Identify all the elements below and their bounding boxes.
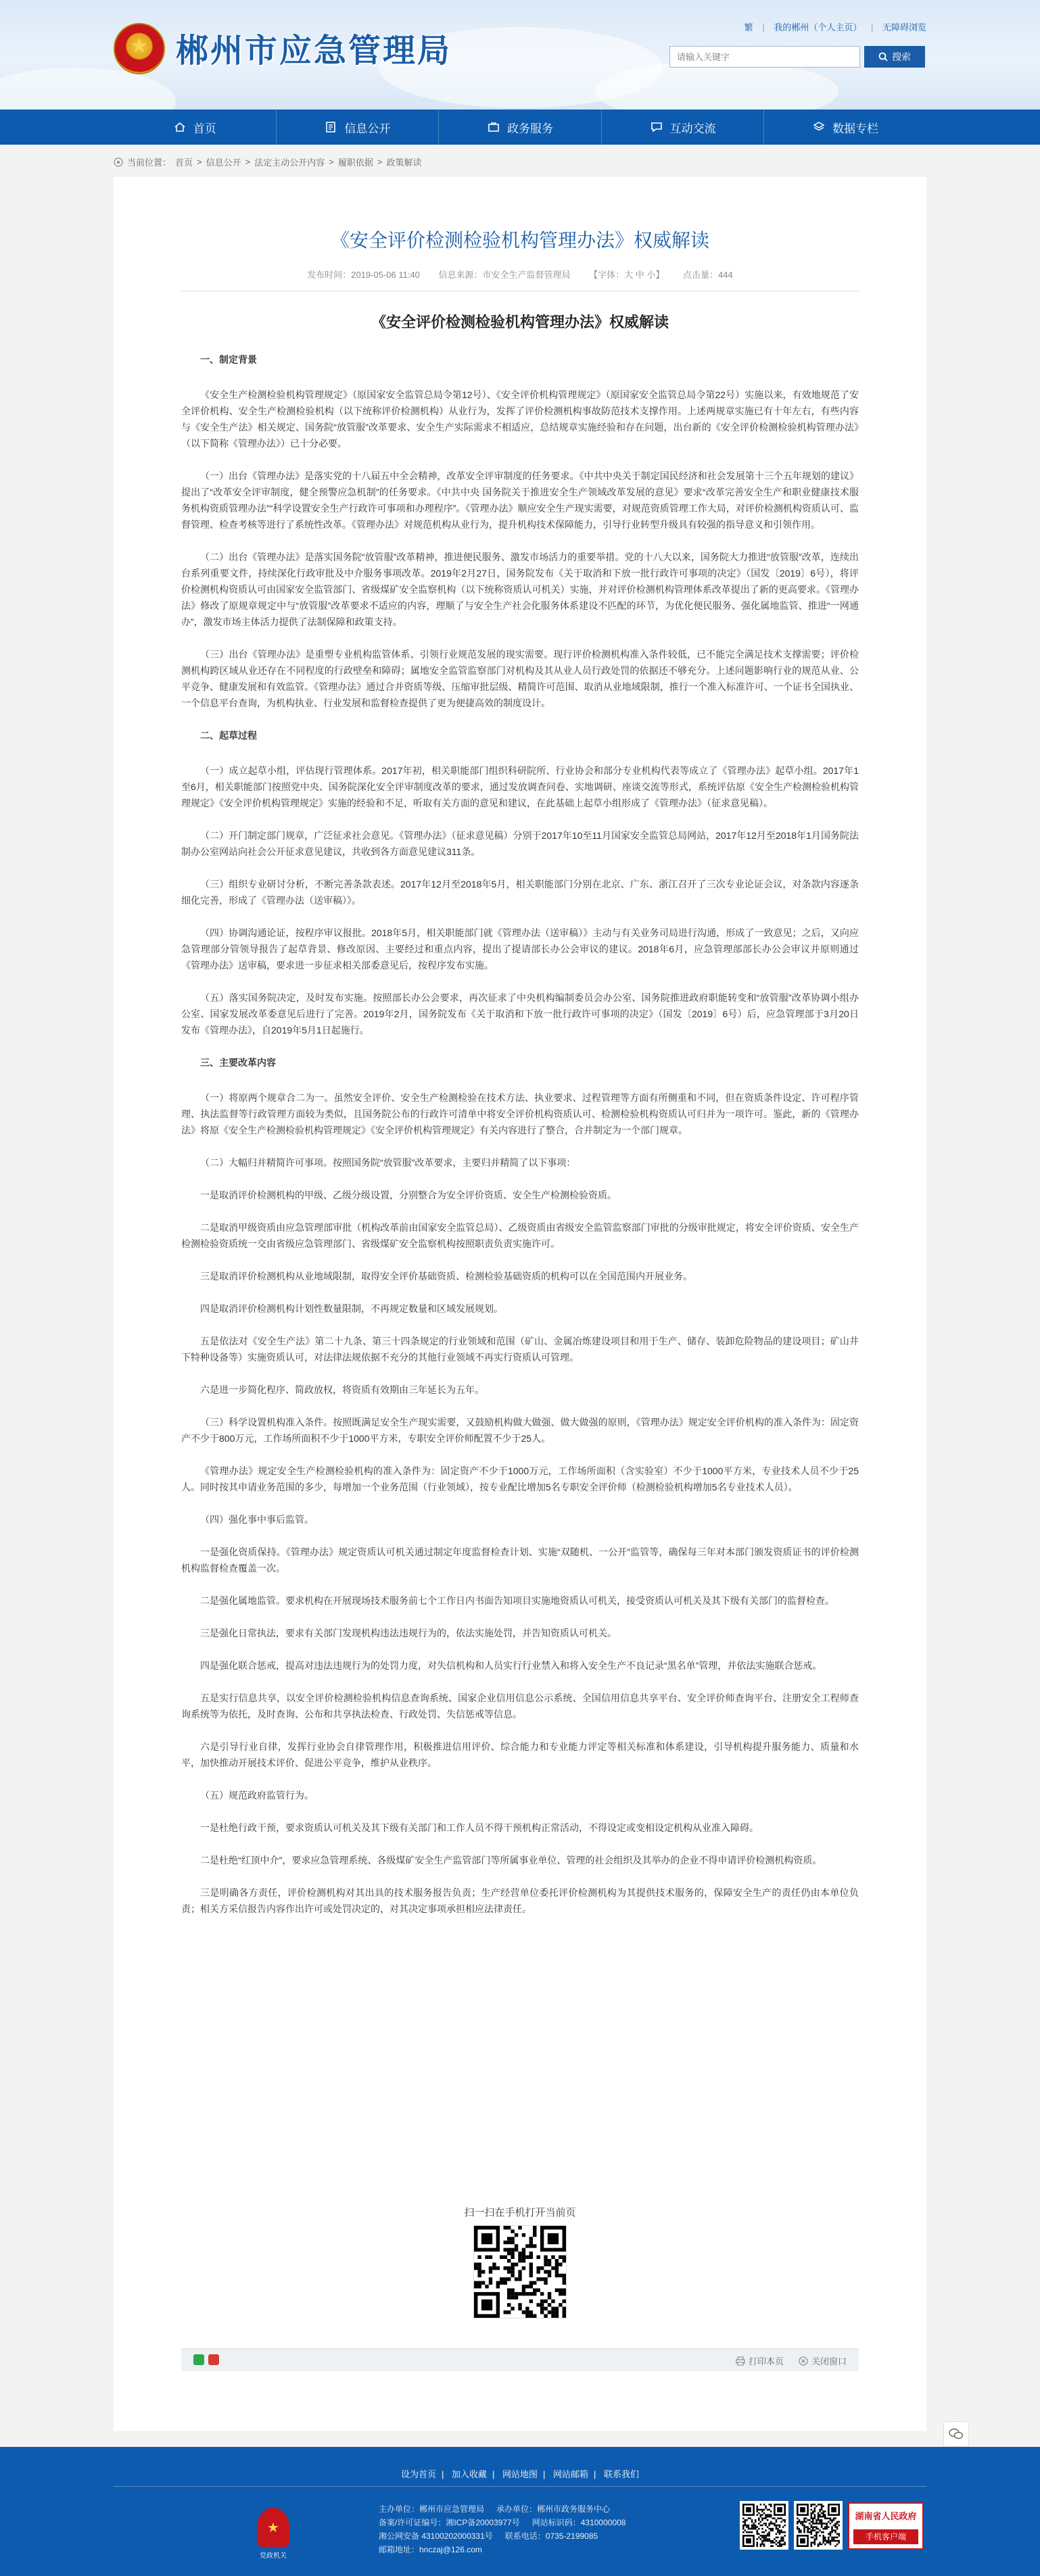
footer-link-favorites[interactable]: 加入收藏	[451, 2469, 487, 2479]
article-subtitle: 《安全评价检测检验机构管理办法》权威解读	[371, 314, 669, 331]
paragraph: （一）出台《管理办法》是落实党的十八届五中全会精神，改革安全评审制度的任务要求。《中共中央关于制定国民经济和社会发展第十三个五年规划的建议》提出了“改革安全评审制度，健全预警应急机制”的任务要求。《中共中央 国务院关于推进安全生产领域改革发展的意见》要求“改革完善安全生产和职业健康技术服务机构资质管理办法”“科学设置安全生产行政许可事项和办理程序”。《管理办法》顺应安全生产现实需要，对规范资质管理工作大局，对评价检测机构资质认可、监督管理、检查考核等进行了系统性改革。《管理办法》对规范机构从业行为，提升机构技术保障能力，引导行业转型升级具有较强的指导意义和引领作用。	[181, 470, 859, 530]
breadcrumb-separator: >	[245, 157, 251, 167]
footer-link-email[interactable]: 网站邮箱	[553, 2469, 589, 2479]
party-gov-badge-icon[interactable]: ★	[257, 2508, 289, 2547]
close-label: 关闭窗口	[811, 2356, 847, 2366]
paragraph: （五）落实国务院决定，及时发布实施。按照部长办公会要求，再次征求了中央机构编制委员会办公室、国务院推进政府职能转变和“放管服”改革协调小组办公室、国家发展改革委意见后进行了完善。2019年2月，国务院发布《关于取消和下放一批行政许可事项的决定》（国发〔2019〕6号）后，应急管理部于3月20日发布《管理办法》，自2019年5月1日起施行。	[181, 992, 859, 1036]
paragraph: 六是进一步简化程序、简政放权，将资质有效期由三年延长为五年。	[200, 1384, 484, 1395]
document-icon	[324, 120, 337, 134]
paragraph: （三）科学设置机构准入条件。按照既满足安全生产现实需要，又鼓励机构做大做强、做大做强的原则，《管理办法》规定安全评价机构的准入条件为：固定资产不少于800万元，工作场所面积不少于1000平方米，专职安全评价师配置不少于25人。	[181, 1417, 859, 1444]
breadcrumb-separator: >	[377, 157, 383, 167]
header-decoration	[0, 68, 176, 110]
breadcrumb-separator: >	[197, 157, 202, 167]
briefcase-icon	[487, 120, 500, 134]
breadcrumb-item[interactable]: 信息公开	[206, 157, 241, 168]
info-source: 信息来源：市安全生产监督管理局	[438, 270, 571, 280]
section-heading: 一、制定背景	[200, 354, 257, 365]
location-icon	[114, 157, 123, 167]
floating-wechat-button[interactable]	[943, 2421, 969, 2447]
nav-item-label: 信息公开	[344, 122, 391, 135]
footer-link-set-homepage[interactable]: 设为首页	[400, 2469, 436, 2479]
province-gov-title: 湖南省人民政府	[855, 2511, 917, 2521]
breadcrumb-prefix: 当前位置：	[127, 157, 172, 168]
accessibility-link[interactable]: 无障碍浏览	[882, 22, 926, 32]
search-input[interactable]	[670, 47, 859, 67]
paragraph: （二）出台《管理办法》是落实国务院“放管服”改革精神，推进便民服务、激发市场活力的重要举措。党的十八大以来，国务院大力推进“放管服”改革，连续出台系列重要文件，持续深化行政审批及中介服务事项改革。2019年2月27日，国务院发布《关于取消和下放一批行政许可事项的决定》（国发〔2019〕6号），将评价检测机构资质认可由国家安全监管部门、省级煤矿安全监察机构（以下统称资质认可机关）实施，并对评价检测机构管理体系改革提出了新的更高要求。《管理办法》修改了原规章规定中与“放管服”改革要求不适应的内容，理顺了与安全生产社会化服务体系建设不匹配的环节，为优化便民服务、强化属地监管、推进“一网通办”，激发市场主体活力提供了法制保障和政策支持。	[181, 552, 859, 627]
paragraph: 四是取消评价检测机构计划性数量限制，不再规定数量和区域发展规划。	[200, 1303, 503, 1314]
breadcrumb-item[interactable]: 首页	[175, 157, 193, 168]
paragraph: 五是实行信息共享，以安全评价检测检验机构信息查询系统、国家企业信用信息公示系统、全国信用信息共享平台、安全评价师查询平台、注册安全工程师查询系统等为依托，及时查询、公布和共享执法检查、行政处罚、失信惩戒等信息。	[181, 1693, 859, 1720]
home-icon	[173, 120, 187, 134]
paragraph: （二）开门制定部门规章，广泛征求社会意见。《管理办法》（征求意见稿）分别于2017年10至11月国家安全监管总局网站，2017年12月至2018年1月国务院法制办公室网站向社会公开征求意见建议，共收到各方面意见建议311条。	[181, 830, 859, 857]
nav-item-interaction[interactable]	[602, 110, 765, 145]
breadcrumb-item[interactable]: 政策解读	[386, 157, 422, 168]
divider	[114, 2486, 926, 2487]
paragraph: 二是取消甲级资质由应急管理部审批（机构改革前由国家安全监管总局）、乙级资质由省级安全监管监察部门审批的分级审批规定，将安全评价资质、安全生产检测检验资质统一交由省级应急管理部门、省级煤矿安全监察机构按照职责负责实施许可。	[181, 1222, 859, 1249]
article-meta	[114, 268, 926, 281]
chat-icon	[650, 120, 663, 134]
section-heading: 三、主要改革内容	[200, 1057, 276, 1068]
undertaking-unit: 承办单位：郴州市政务服务中心	[496, 2504, 611, 2514]
nav-item-info-disclosure[interactable]	[277, 110, 440, 145]
contact-phone: 联系电话：0735-2199085	[504, 2531, 598, 2541]
wechat-icon	[949, 2428, 964, 2440]
paragraph: （二）大幅归并精简许可事项。按照国务院“放管服”改革要求，主要归并精简了以下事项：	[200, 1157, 576, 1168]
paragraph: （五）规范政府监管行为。	[200, 1790, 314, 1801]
paragraph: 《管理办法》规定安全生产检测检验机构的准入条件为：固定资产不少于1000万元，工作场所面积（含实验室）不少于1000平方米，专业技术人员不少于25人。同时按其申请业务范围的多少，每增加一个业务范围（行业领域），按专业配比增加5名专职安全评价师（检测检验机构增加5名专业技术人员）。	[181, 1465, 859, 1492]
footer-info	[379, 2502, 638, 2556]
site-code: 网站标识码：4310000008	[531, 2518, 626, 2527]
paragraph: （三）组织专业研讨分析，不断完善条款表述。2017年12月至2018年5月，相关职能部门分别在北京、广东、浙江召开了三次专业论证会议，对条款内容逐条细化完善，形成了《管理办法（送审稿）》。	[181, 879, 859, 906]
footer-link-contact[interactable]: 联系我们	[604, 2469, 640, 2479]
footer-links: 设为首页 | 加入收藏 | 网站地图 | 网站邮箱 | 联系我们	[400, 2469, 640, 2479]
national-emblem-icon: ★	[114, 23, 165, 74]
page-qr-code	[473, 2225, 567, 2318]
search-button[interactable]	[864, 46, 925, 68]
close-window-button[interactable]	[799, 2354, 847, 2367]
nav-item-label: 首页	[193, 122, 216, 135]
paragraph: 一是杜绝行政干预，要求资质认可机关及其下级有关部门和工作人员不得干预机构正常活动，不得设定或变相设定机构从业准入障碍。	[200, 1822, 759, 1833]
personal-homepage-link[interactable]: 我的郴州（个人主页）	[774, 22, 862, 32]
paragraph: 二是强化属地监管。要求机构在开展现场技术服务前七个工作日内书面告知项目实施地资质认可机关，接受资质认可机关及其下级有关部门的监督检查。	[200, 1595, 834, 1606]
host-unit: 主办单位：郴州市应急管理局	[379, 2504, 485, 2514]
paragraph: （一）成立起草小组，评估现行管理体系。2017年初，相关职能部门组织科研院所、行业协会和部分专业机构代表等成立了《管理办法》起草小组。2017年1至6月，相关职能部门按照党中央、国务院深化安全评审制度改革的要求，通过发放调查问卷、实地调研、座谈交流等形式，系统评估原《安全生产检测检验机构管理规定》《安全评价机构管理规定》实施的经验和不足，听取有关方面的意见和建议，在此基础上起草小组形成了《管理办法》（征求意见稿）。	[181, 765, 859, 808]
nav-item-home[interactable]	[114, 110, 277, 145]
paragraph: 一是取消评价检测机构的甲级、乙级分级设置，分别整合为安全评价资质、安全生产检测检验资质。	[200, 1190, 617, 1200]
layers-icon	[812, 120, 826, 134]
contact-email: 邮箱地址：hnczaj@126.com	[379, 2545, 482, 2554]
icp-number[interactable]: 备案/许可证编号：湘ICP备20003977号	[379, 2518, 520, 2527]
police-record[interactable]: 湘公网安备 43100202000331号	[379, 2531, 493, 2541]
paragraph: 五是依法对《安全生产法》第二十九条、第三十四条规定的行业领域和范围（矿山、金属冶炼建设项目和用于生产、储存、装卸危险物品的建设项目；矿山井下特种设备等）实施资质认可，对法律法规依据不充分的其他行业领域不再实行资质认可管理。	[181, 1336, 859, 1363]
print-label: 打印本页	[748, 2356, 784, 2366]
article-container	[114, 177, 926, 2431]
qr-caption: 扫一扫在手机打开当前页	[464, 2207, 576, 2218]
paragraph: 三是强化日常执法，要求有关部门发现机构违法违规行为的，依法实施处罚，并告知资质认可机关。	[200, 1628, 617, 1638]
article-title: 《安全评价检测检验机构管理办法》权威解读	[330, 230, 709, 251]
paragraph: （一）将原两个规章合二为一。虽然安全评价、安全生产检测检验在技术方法、执业要求、过程管理等方面有所侧重和不同，但在资质条件设定、许可程序管理、执法监督等行政管理方面较为类似，且国务院公布的行政许可清单中将安全评价机构资质认可、检测检验机构资质认可归并为一项许可。鉴此，新的《管理办法》将原《安全生产检测检验机构管理规定》《安全评价机构管理规定》有关内容进行了整合，合并制定为一个部门规章。	[181, 1092, 859, 1136]
paragraph: 三是取消评价检测机构从业地域限制，取得安全评价基础资质、检测检验基础资质的机构可以在全国范围内开展业务。	[200, 1271, 692, 1282]
footer-link-sitemap[interactable]: 网站地图	[502, 2469, 538, 2479]
font-size-switcher[interactable]: 【字体：大 中 小】	[589, 270, 665, 280]
publish-date: 发布时间：2019-05-06 11:40	[307, 270, 420, 280]
province-app-badge[interactable]	[848, 2502, 924, 2550]
printer-icon	[736, 2356, 745, 2366]
paragraph: （四）协调沟通论证，按程序审议报批。2018年5月，相关职能部门就《管理办法（送审稿）》主动与有关业务司局进行沟通，形成了一致意见；之后，又向应急管理部分管领导报告了起草背景、修改原因、主要经过和重点内容，提出了提请部长办公会审议的建议。2018年6月，应急管理部部长办公会审议并原则通过《管理办法》送审稿，要求进一步征求相关部委意见后，按程序发布实施。	[181, 927, 859, 971]
divider: |	[762, 22, 765, 32]
breadcrumb-item[interactable]: 履职依据	[337, 157, 373, 168]
article-body	[181, 351, 859, 1933]
search-box	[669, 46, 860, 68]
breadcrumb	[114, 155, 421, 168]
nav-item-label: 数据专栏	[832, 122, 879, 135]
search-icon	[878, 52, 888, 62]
badge-label: 党政机关	[260, 2552, 287, 2560]
top-links	[738, 20, 926, 33]
paragraph: 二是杜绝“红顶中介”，要求应急管理系统、各级煤矿安全生产监管部门等所属事业单位、管理的社会组织及其举办的企业不得申请评价检测机构资质。	[200, 1855, 822, 1866]
paragraph: 六是引导行业自律，发挥行业协会自律管理作用，积极推进信用评价、综合能力和专业能力评定等相关标准和体系建设，引导机构提升服务能力、质量和水平，加快推动开展技术评价、促进公平竞争，维护从业秩序。	[181, 1741, 859, 1768]
search-button-label: 搜索	[892, 51, 911, 62]
paragraph: 三是明确各方责任，评价检测机构对其出具的技术服务报告负责；生产经营单位委托评价检测机构为其提供技术服务的，保障安全生产的责任仍由本单位负责；相关方采信报告内容作出许可或处罚决定的，对其决定事项承担相应法律责任。	[181, 1887, 859, 1914]
main-nav	[0, 110, 1040, 145]
footer-qr-code	[740, 2501, 788, 2550]
site-header	[0, 0, 1040, 110]
section-heading: 二、起草过程	[200, 730, 257, 741]
paragraph: 《安全生产检测检验机构管理规定》（原国家安全监管总局令第12号）、《安全评价机构管理规定》（原国家安全监管总局令第22号）实施以来，有效地规范了安全评价机构、安全生产检测检验机构（以下统称评价检测机构）从业行为，发挥了评价检测机构事故防范技术支撑作用。上述两规章实施已有十年左右，有些内容与《安全生产法》相关规定、国务院“放管服”改革要求、安全生产实际需求不相适应，总结规章实施经验和存在问题，出台新的《安全评价检测检验机构管理办法》（以下简称《管理办法》）已十分必要。	[181, 389, 859, 449]
mobile-client-label: 手机客户端	[853, 2529, 918, 2544]
footer-qr-code	[794, 2501, 843, 2550]
nav-item-data-column[interactable]	[764, 110, 926, 145]
breadcrumb-item[interactable]: 法定主动公开内容	[254, 157, 325, 168]
breadcrumb-separator: >	[329, 157, 334, 167]
traditional-chinese-link[interactable]: 繁	[744, 22, 753, 32]
site-footer	[0, 2447, 1040, 2576]
paragraph: （四）强化事中事后监管。	[200, 1514, 314, 1525]
site-title[interactable]: 郴州市应急管理局	[176, 32, 452, 70]
paragraph: （三）出台《管理办法》是重塑专业机构监管体系、引领行业规范发展的现实需要。现行评价检测机构准入条件较低，已不能完全满足技术支撑需要；评价检测机构跨区域从业还存在不同程度的行政壁垒和障碍；属地安全监管监察部门对机构及其从业人员行政处罚的依据还不够充分。上述问题影响行业的规范从业、公平竞争、健康发展和有效监管。《管理办法》通过合并资质等级、压缩审批层级、精简许可范围、取消从业地域限制，推行一个准入标准许可、一个证书全国执业、一个信息平台查询，为机构执业、行业发展和监督检查提供了更为便捷高效的制度设计。	[181, 649, 859, 708]
nav-item-gov-services[interactable]	[439, 110, 602, 145]
close-icon	[799, 2356, 808, 2366]
divider: |	[870, 22, 874, 32]
article-toolbar	[181, 2348, 859, 2371]
weibo-share-icon[interactable]	[208, 2354, 219, 2365]
paragraph: 一是强化资质保持。《管理办法》规定资质认可机关通过制定年度监督检查计划、实施“双随机、一公开”监管等，确保每三年对本部门颁发资质证书的评价检测机构监督检查覆盖一次。	[181, 1547, 859, 1574]
print-button[interactable]	[736, 2354, 784, 2367]
nav-item-label: 互动交流	[669, 122, 716, 135]
wechat-share-icon[interactable]	[193, 2354, 204, 2365]
paragraph: 四是强化联合惩戒，提高对违法违规行为的处罚力度，对失信机构和人员实行行业禁入和将入安全生产不良记录“黑名单”管理，并依法实施联合惩戒。	[200, 1660, 822, 1671]
view-count: 点击量：444	[683, 270, 733, 280]
nav-item-label: 政务服务	[506, 122, 553, 135]
